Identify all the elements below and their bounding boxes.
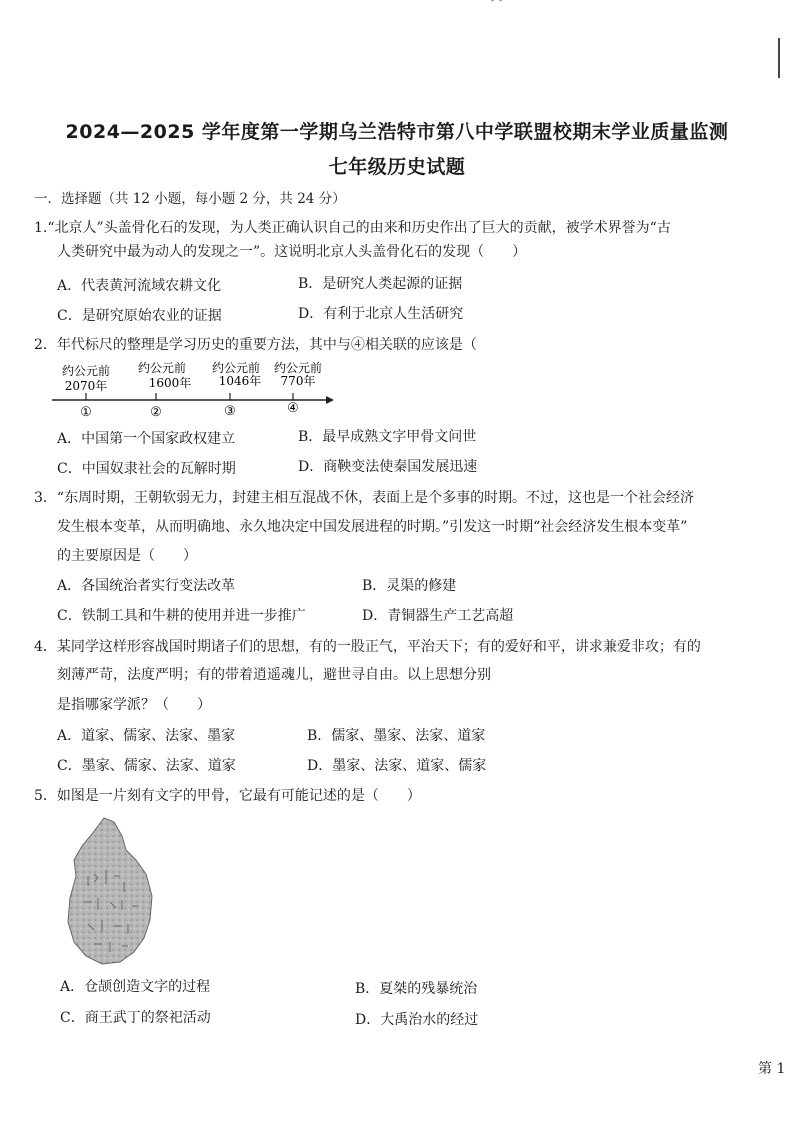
q1-stem-line1: 1.“北京人”头盖骨化石的发现，为人类正确认识自己的由来和历史作出了巨大的贡献，被学术界誉为“古 [34, 220, 671, 236]
q2-stem: 2．年代标尺的整理是学习历史的重要方法，其中与④相关联的应该是（ [34, 337, 477, 353]
timeline-tick-3 [212, 361, 261, 419]
timeline-tick-4 [274, 361, 322, 416]
timeline-label-4: 约公元前 [273, 361, 323, 375]
q3-stem-line3: 的主要原因是（ ） [57, 548, 197, 564]
q5-stem: 5．如图是一片刻有文字的甲骨，它最有可能记述的是（ ） [34, 788, 421, 804]
timeline-year-2: 1600年 [148, 376, 192, 390]
q4-option-b: B．儒家、墨家、法家、道家 [307, 728, 486, 744]
q5-option-a: A．仓颉创造文字的过程 [60, 979, 211, 995]
q4-stem-line1: 4．某同学这样形容战国时期诸子们的思想，有的一股正气，平治天下；有的爱好和平，讲求兼爱非攻；有的 [34, 639, 701, 655]
q3-option-b: B．灵渠的修建 [362, 578, 457, 594]
q4-option-c: C．墨家、儒家、法家、道家 [57, 758, 236, 774]
timeline-num-1: ① [80, 405, 92, 420]
q3-option-d: D．青铜器生产工艺高超 [362, 608, 514, 624]
q3-option-c: C．铁制工具和牛耕的使用并进一步推广 [57, 608, 306, 624]
q4-option-a: A．道家、儒家、法家、墨家 [57, 728, 236, 744]
timeline-num-4: ④ [287, 401, 299, 416]
timeline-tick-1 [62, 364, 110, 420]
q2-option-b: B．最早成熟文字甲骨文问世 [298, 429, 477, 445]
q2-option-d: D．商鞅变法使秦国发展迅速 [298, 459, 478, 475]
q1-option-c: C．是研究原始农业的证据 [57, 308, 222, 324]
timeline-year-4: 770年 [280, 374, 316, 388]
timeline-year-3: 1046年 [218, 374, 262, 388]
q5-option-c: C．商王武丁的祭祀活动 [60, 1010, 211, 1026]
q3-stem-line2: 发生根本变革，从而明确地、永久地决定中国发展进程的时期。”引发这一时期“社会经济发生根本变革” [57, 519, 688, 535]
q5-option-d: D．大禹治水的经过 [355, 1012, 479, 1028]
page-number: 第 1 [758, 1061, 786, 1077]
q1-option-b: B．是研究人类起源的证据 [298, 276, 463, 292]
section-heading: 一．选择题（共 12 小题，每小题 2 分，共 24 分） [34, 191, 346, 207]
scan-mark-right [778, 38, 780, 78]
timeline-num-2: ② [150, 405, 162, 420]
timeline-label-1: 约公元前 [61, 364, 111, 378]
q1-option-d: D．有利于北京人生活研究 [298, 306, 464, 322]
q1-option-a: A．代表黄河流域农耕文化 [57, 278, 222, 294]
timeline-ruler [50, 360, 340, 428]
q3-stem-line1: 3．“东周时期，王朝软弱无力，封建主相互混战不休，表面上是个多事的时期。不过，这也是一个社会经济 [34, 490, 695, 506]
timeline-label-3: 约公元前 [211, 361, 261, 375]
q2-option-a: A．中国第一个国家政权建立 [57, 431, 236, 447]
scan-mark-top: ˉ ˉ [490, 0, 504, 11]
q1-stem-line2: 人类研究中最为动人的发现之一”。这说明北京人头盖骨化石的发现（ ） [57, 244, 527, 260]
exam-title: 2024—2025 学年度第一学期乌兰浩特市第八中学联盟校期末学业质量监测 [65, 121, 729, 143]
q5-option-b: B．夏桀的残暴统治 [355, 981, 478, 997]
q4-stem-line2: 刻薄严苛，法度严明；有的带着逍遥魂儿，避世寻自由。以上思想分别 [57, 667, 491, 683]
timeline-num-3: ③ [224, 404, 236, 419]
q4-option-d: D．墨家、法家、道家、儒家 [307, 758, 487, 774]
oracle-bone-image [64, 816, 156, 966]
timeline-label-2: 约公元前 [137, 361, 187, 375]
q2-option-c: C．中国奴隶社会的瓦解时期 [57, 461, 236, 477]
q3-option-a: A．各国统治者实行变法改革 [57, 578, 236, 594]
timeline-year-1: 2070年 [64, 379, 108, 393]
timeline-tick-2 [138, 361, 191, 420]
exam-subtitle: 七年级历史试题 [328, 156, 466, 178]
q4-stem-line3: 是指哪家学派？（ ） [57, 697, 211, 713]
